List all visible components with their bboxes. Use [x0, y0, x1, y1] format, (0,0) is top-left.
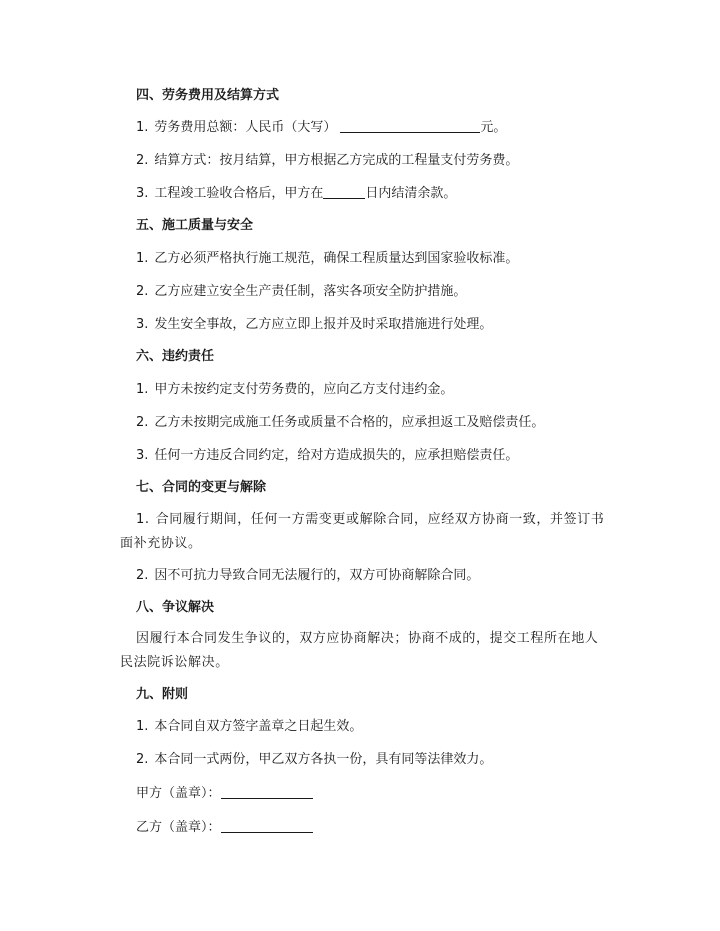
list-item	[136, 249, 518, 269]
item-number: 1.	[136, 382, 149, 397]
blank-amount-field[interactable]	[340, 118, 480, 133]
section-heading-dispute: 八、争议解决	[136, 600, 215, 615]
party-a-signature-field[interactable]	[221, 784, 313, 799]
section-heading-modification: 七、合同的变更与解除	[136, 480, 267, 495]
item-number: 2.	[136, 284, 149, 299]
item-number: 3.	[136, 448, 149, 463]
item-text: 发生安全事故，乙方应立即上报并及时采取措施进行处理。	[154, 317, 493, 332]
item-number: 2.	[136, 415, 149, 430]
item-number: 1.	[136, 251, 149, 266]
list-item	[136, 717, 362, 737]
item-text: 乙方必须严格执行施工规范，确保工程质量达到国家验收标准。	[154, 251, 519, 266]
paragraph-item	[120, 508, 610, 556]
item-text: 工程竣工验收合格后，甲方在	[154, 186, 324, 201]
signature-party-a	[136, 784, 313, 804]
list-item	[136, 380, 453, 400]
list-item	[136, 566, 479, 586]
item-text: 任何一方违反合同约定，给对方造成损失的，应承担赔偿责任。	[154, 448, 519, 463]
signature-label: 乙方（盖章）：	[136, 820, 221, 835]
item-text: 元。	[480, 120, 507, 135]
item-text: 结算方式：按月结算，甲方根据乙方完成的工程量支付劳务费。	[154, 153, 519, 168]
section-heading-quality-safety: 五、施工质量与安全	[136, 218, 254, 233]
item-text: 因不可抗力导致合同无法履行的，双方可协商解除合同。	[154, 568, 480, 583]
item-number: 3.	[136, 317, 149, 332]
section-heading-fees: 四、劳务费用及结算方式	[136, 88, 280, 103]
section-heading-supplementary: 九、附则	[136, 687, 189, 702]
list-item	[136, 184, 456, 204]
list-item	[136, 446, 518, 466]
paragraph-text: 因履行本合同发生争议的，双方应协商解决；协商不成的，提交工程所在地人民法院诉讼解决。	[120, 631, 599, 670]
party-b-signature-field[interactable]	[221, 818, 313, 833]
list-item	[136, 315, 492, 335]
signature-label: 甲方（盖章）：	[136, 786, 221, 801]
item-number: 2.	[136, 568, 149, 583]
list-item	[136, 151, 518, 171]
list-item	[136, 413, 544, 433]
item-text: 甲方未按约定支付劳务费的，应向乙方支付违约金。	[154, 382, 454, 397]
item-text: 乙方应建立安全生产责任制，落实各项安全防护措施。	[154, 284, 467, 299]
signature-party-b	[136, 818, 313, 838]
item-number: 3.	[136, 186, 149, 201]
list-item	[136, 750, 492, 770]
item-text: 乙方未按期完成施工任务或质量不合格的，应承担返工及赔偿责任。	[154, 415, 545, 430]
item-number: 2.	[136, 153, 149, 168]
item-text: 劳务费用总额：人民币（大写）	[154, 120, 337, 135]
section-heading-breach: 六、违约责任	[136, 349, 215, 364]
item-text: 本合同自双方签字盖章之日起生效。	[154, 719, 363, 734]
list-item	[136, 118, 506, 138]
paragraph-dispute	[120, 627, 610, 675]
item-number: 1.	[136, 120, 149, 135]
item-text: 本合同一式两份，甲乙双方各执一份，具有同等法律效力。	[154, 752, 493, 767]
blank-days-field[interactable]	[323, 184, 365, 199]
item-number: 1.	[136, 512, 150, 527]
item-text: 合同履行期间，任何一方需变更或解除合同，应经双方协商一致，并签订书面补充协议。	[120, 512, 605, 551]
item-text: 日内结清余款。	[365, 186, 457, 201]
list-item	[136, 282, 466, 302]
item-number: 1.	[136, 719, 149, 734]
item-number: 2.	[136, 752, 149, 767]
